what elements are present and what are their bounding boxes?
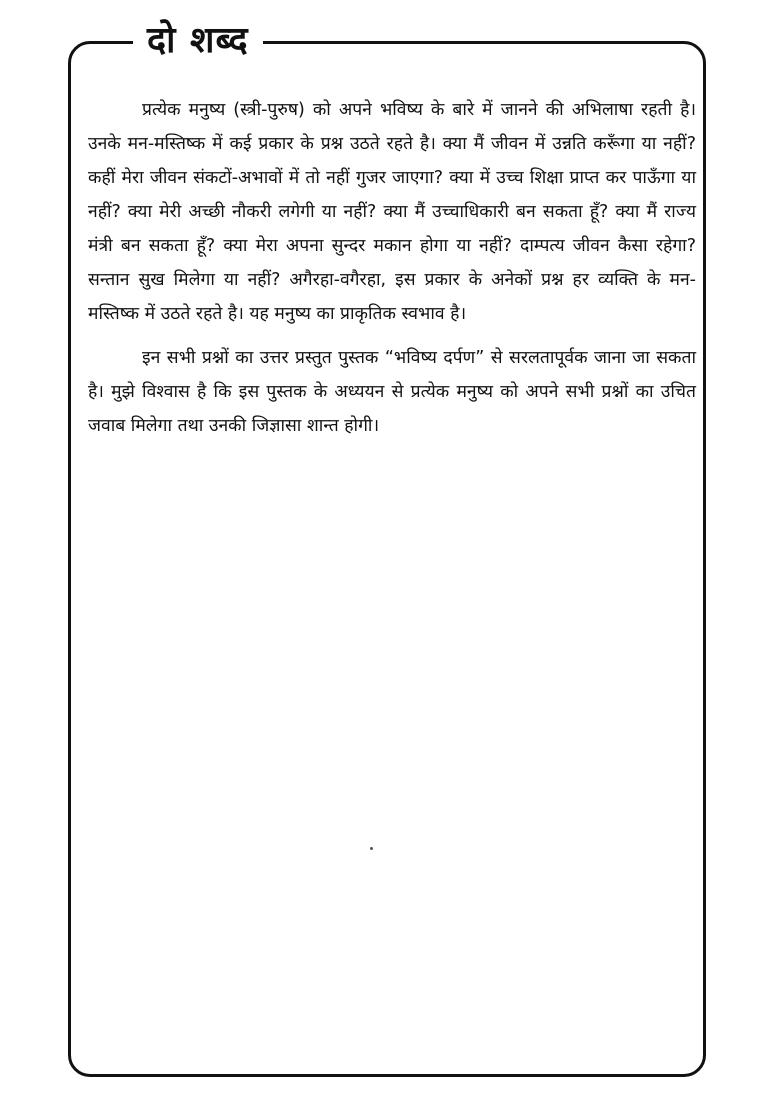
stray-dot-mark (370, 847, 373, 850)
paragraph-1: प्रत्येक मनुष्य (स्त्री-पुरुष) को अपने भविष्य के बारे में जानने की अभिलाषा रहती है। उनके मन-मस्तिष्क में कई प्रकार के प्रश्न उठते रहते है। क्या मैं जीवन में उन्नति करूँगा या नहीं? कहीं मेरा जीवन संकटों-अभावों में तो नहीं गुजर जाएगा? क्या में उच्च शिक्षा प्राप्त कर पाऊँगा या नहीं? क्या मेरी अच्छी नौकरी लगेगी या नहीं? क्या मैं उच्चाधिकारी बन सकता हूँ? क्या मैं राज्य मंत्री बन सकता हूँ? क्या मेरा अपना सुन्दर मकान होगा या नहीं? दाम्पत्य जीवन कैसा रहेगा? सन्तान सुख मिलेगा या नहीं? अगैरहा-वगैरहा, इस प्रकार के अनेकों प्रश्न हर व्यक्ति के मन-मस्तिष्क में उठते रहते है। यह मनुष्य का प्राकृतिक स्वभाव है। (88, 100, 696, 324)
paragraph-2: इन सभी प्रश्नों का उत्तर प्रस्तुत पुस्तक “भविष्य दर्पण” से सरलतापूर्वक जाना जा सकता है। मुझे विश्वास है कि इस पुस्तक के अध्ययन से प्रत्येक मनुष्य को अपने सभी प्रश्नों का उचित जवाब मिलेगा तथा उनकी जिज्ञासा शान्त होगी। (88, 348, 696, 436)
body-text (88, 93, 696, 453)
title-container (133, 18, 263, 64)
page-title: दो शब्द (147, 20, 249, 61)
